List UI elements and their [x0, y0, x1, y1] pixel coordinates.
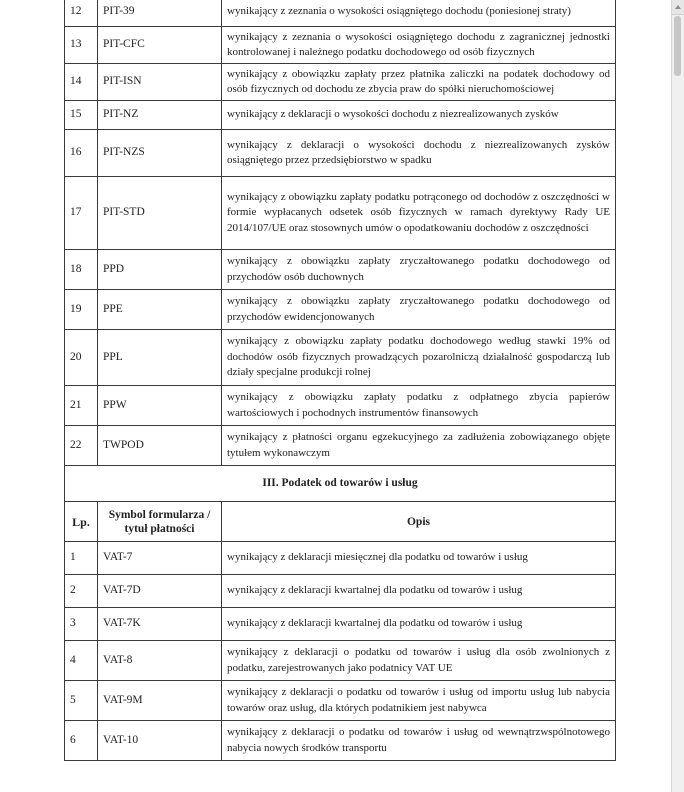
- scrollbar-thumb[interactable]: [674, 16, 681, 76]
- table-row: [65, 575, 616, 608]
- row-number: 5: [65, 681, 98, 721]
- row-description: wynikający z obowiązku zapłaty zryczałtowanego podatku dochodowego od przychodów ewidencjonowanych: [222, 290, 616, 330]
- column-header-symbol: [98, 502, 222, 542]
- row-number: 4: [65, 641, 98, 681]
- form-symbol: PPL: [98, 330, 222, 386]
- row-description: wynikający z obowiązku zapłaty podatku z odpłatnego zbycia papierów wartościowych i pochodnych instrumentów finansowych: [222, 386, 616, 426]
- form-symbol: PIT-ISN: [98, 64, 222, 101]
- row-description: wynikający z deklaracji o podatku od towarów i usług od importu usług lub nabycia towarów oraz usług, dla których podatnikiem jest nabywca: [222, 681, 616, 721]
- row-description: wynikający z obowiązku zapłaty podatku dochodowego według stawki 19% od dochodów osób fizycznych prowadzących pozarolniczą działalność gospodarczą lub działy specjalne produkcji rolnej: [222, 330, 616, 386]
- form-symbol: PIT-NZ: [98, 101, 222, 130]
- row-number: 1: [65, 542, 98, 575]
- row-number: 16: [65, 130, 98, 177]
- table-row: [65, 426, 616, 466]
- row-description: wynikający z obowiązku zapłaty zryczałtowanego podatku dochodowego od przychodów osób duchownych: [222, 250, 616, 290]
- section-heading-row: [65, 466, 616, 502]
- table-header-row: [65, 502, 616, 542]
- row-number: 2: [65, 575, 98, 608]
- payment-symbols-table: [64, 0, 616, 761]
- form-symbol: VAT-8: [98, 641, 222, 681]
- form-symbol: PIT-STD: [98, 177, 222, 250]
- form-symbol: PPD: [98, 250, 222, 290]
- row-number: 3: [65, 608, 98, 641]
- row-number: 15: [65, 101, 98, 130]
- vertical-scrollbar[interactable]: [671, 0, 684, 792]
- row-description: wynikający z deklaracji o podatku od towarów i usług dla osób zwolnionych z podatku, zarejestrowanych jako podatnicy VAT UE: [222, 641, 616, 681]
- form-symbol: PPW: [98, 386, 222, 426]
- row-number: 18: [65, 250, 98, 290]
- scroll-up-arrow-icon[interactable]: [672, 0, 684, 15]
- row-description: wynikający z deklaracji kwartalnej dla podatku od towarów i usług: [222, 608, 616, 641]
- form-symbol: VAT-7K: [98, 608, 222, 641]
- row-number: 6: [65, 721, 98, 761]
- table-row: [65, 27, 616, 64]
- table-row: [65, 250, 616, 290]
- row-number: 21: [65, 386, 98, 426]
- column-header-opis: Opis: [222, 502, 616, 542]
- row-number: 17: [65, 177, 98, 250]
- column-header-symbol-line1: Symbol formularza /: [108, 508, 211, 521]
- table-row: [65, 101, 616, 130]
- form-symbol: PIT-39: [98, 0, 222, 27]
- column-header-lp: Lp.: [65, 502, 98, 542]
- row-description: wynikający z płatności organu egzekucyjnego za zadłużenia zobowiązanego objęte tytułem wykonawczym: [222, 426, 616, 466]
- form-symbol: TWPOD: [98, 426, 222, 466]
- table-row: [65, 177, 616, 250]
- form-symbol: PIT-NZS: [98, 130, 222, 177]
- row-number: 20: [65, 330, 98, 386]
- table-row: [65, 681, 616, 721]
- table-row: [65, 608, 616, 641]
- row-number: 14: [65, 64, 98, 101]
- form-symbol: PPE: [98, 290, 222, 330]
- row-description: wynikający z deklaracji kwartalnej dla podatku od towarów i usług: [222, 575, 616, 608]
- table-row: [65, 330, 616, 386]
- row-description: wynikający z deklaracji o wysokości dochodu z niezrealizowanych zysków: [222, 101, 616, 130]
- row-description: wynikający z obowiązku zapłaty podatku potrąconego od dochodów z oszczędności w formie wypłacanych odsetek osób fizycznych w ramach dyrektywy Rady UE 2014/107/UE oraz stosownych umów o opodatkowaniu dochodów z oszczędności: [222, 177, 616, 250]
- form-symbol: PIT-CFC: [98, 27, 222, 64]
- table-row: [65, 641, 616, 681]
- column-header-symbol-line2: tytuł płatności: [124, 522, 195, 535]
- row-description: wynikający z obowiązku zapłaty przez płatnika zaliczki na podatek dochodowy od osób fizycznych od dochodu ze zbycia praw do spółki nieruchomościowej: [222, 64, 616, 101]
- table-row: [65, 542, 616, 575]
- row-description: wynikający z zeznania o wysokości osiągniętego dochodu (poniesionej straty): [222, 0, 616, 27]
- section-title: III. Podatek od towarów i usług: [65, 466, 616, 502]
- form-symbol: VAT-7D: [98, 575, 222, 608]
- row-number: 13: [65, 27, 98, 64]
- form-symbol: VAT-10: [98, 721, 222, 761]
- table-row: [65, 290, 616, 330]
- form-symbol: VAT-9M: [98, 681, 222, 721]
- row-description: wynikający z deklaracji o wysokości dochodu z niezrealizowanych zysków osiągniętego przez przedsiębiorstwo w spadku: [222, 130, 616, 177]
- form-symbol: VAT-7: [98, 542, 222, 575]
- row-description: wynikający z zeznania o wysokości osiągniętego dochodu z zagranicznej jednostki kontrolowanej i należnego podatku dochodowego od osób fizycznych: [222, 27, 616, 64]
- table-row: [65, 721, 616, 761]
- table-row: [65, 386, 616, 426]
- table-row: [65, 64, 616, 101]
- table-row: [65, 0, 616, 27]
- row-description: wynikający z deklaracji miesięcznej dla podatku od towarów i usług: [222, 542, 616, 575]
- table-row: [65, 130, 616, 177]
- row-number: 19: [65, 290, 98, 330]
- row-number: 22: [65, 426, 98, 466]
- row-description: wynikający z deklaracji o podatku od towarów i usług od wewnątrzwspólnotowego nabycia nowych środków transportu: [222, 721, 616, 761]
- row-number: 12: [65, 0, 98, 27]
